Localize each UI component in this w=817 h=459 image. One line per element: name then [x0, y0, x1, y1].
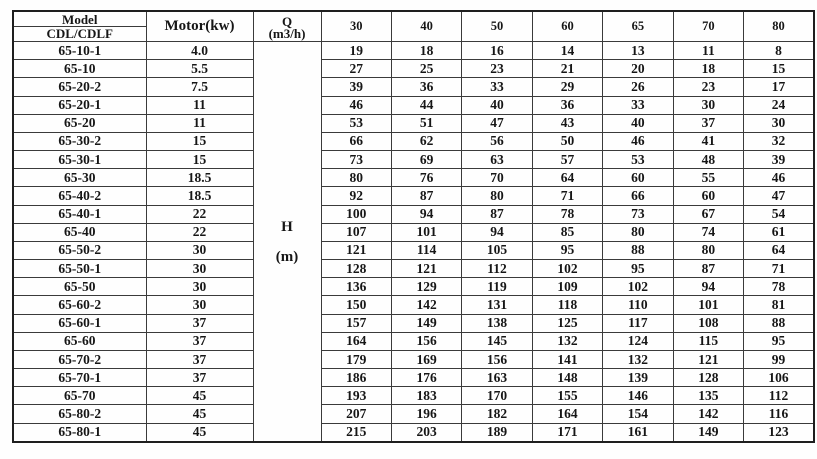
- head-value-cell: 141: [532, 350, 602, 368]
- model-cell: 65-30-1: [13, 151, 146, 169]
- head-value-cell: 67: [673, 205, 743, 223]
- head-value-cell: 171: [532, 423, 602, 442]
- head-value-cell: 40: [603, 114, 673, 132]
- head-value-cell: 164: [532, 405, 602, 423]
- head-value-cell: 27: [321, 60, 391, 78]
- header-flow-value: 70: [673, 11, 743, 42]
- header-model: [13, 11, 146, 42]
- head-value-cell: 95: [744, 332, 814, 350]
- head-value-cell: 196: [391, 405, 461, 423]
- head-symbol: H: [281, 218, 293, 235]
- head-value-cell: 78: [744, 278, 814, 296]
- head-unit-merged-cell: [253, 42, 321, 443]
- head-value-cell: 70: [462, 169, 532, 187]
- head-value-cell: 57: [532, 151, 602, 169]
- head-value-cell: 156: [462, 350, 532, 368]
- head-value-cell: 40: [462, 96, 532, 114]
- head-value-cell: 95: [603, 260, 673, 278]
- table-row: [13, 223, 814, 241]
- motor-cell: 45: [146, 405, 253, 423]
- model-cell: 65-60: [13, 332, 146, 350]
- head-value-cell: 80: [462, 187, 532, 205]
- head-value-cell: 150: [321, 296, 391, 314]
- head-value-cell: 101: [673, 296, 743, 314]
- head-value-cell: 121: [391, 260, 461, 278]
- head-value-cell: 112: [744, 387, 814, 405]
- head-value-cell: 161: [603, 423, 673, 442]
- table-row: [13, 78, 814, 96]
- table-row: [13, 278, 814, 296]
- head-value-cell: 107: [321, 223, 391, 241]
- head-value-cell: 148: [532, 369, 602, 387]
- head-value-cell: 119: [462, 278, 532, 296]
- head-value-cell: 23: [462, 60, 532, 78]
- table-row: [13, 205, 814, 223]
- head-value-cell: 78: [532, 205, 602, 223]
- head-value-cell: 163: [462, 369, 532, 387]
- head-value-cell: 102: [603, 278, 673, 296]
- head-value-cell: 11: [673, 42, 743, 60]
- head-value-cell: 164: [321, 332, 391, 350]
- head-value-cell: 203: [391, 423, 461, 442]
- head-value-cell: 87: [673, 260, 743, 278]
- head-value-cell: 30: [744, 114, 814, 132]
- head-value-cell: 14: [532, 42, 602, 60]
- head-value-cell: 85: [532, 223, 602, 241]
- header-flow-value: 80: [744, 11, 814, 42]
- head-value-cell: 132: [532, 332, 602, 350]
- head-value-cell: 64: [744, 241, 814, 259]
- header-flow-value: 40: [391, 11, 461, 42]
- head-value-cell: 71: [532, 187, 602, 205]
- head-value-cell: 36: [532, 96, 602, 114]
- head-value-cell: 66: [603, 187, 673, 205]
- head-value-cell: 47: [462, 114, 532, 132]
- motor-cell: 11: [146, 114, 253, 132]
- head-value-cell: 138: [462, 314, 532, 332]
- head-value-cell: 176: [391, 369, 461, 387]
- head-value-cell: 23: [673, 78, 743, 96]
- head-value-cell: 13: [603, 42, 673, 60]
- head-value-cell: 115: [673, 332, 743, 350]
- table-row: [13, 260, 814, 278]
- head-value-cell: 37: [673, 114, 743, 132]
- head-value-cell: 87: [462, 205, 532, 223]
- motor-cell: 11: [146, 96, 253, 114]
- head-value-cell: 61: [744, 223, 814, 241]
- table-row: [13, 369, 814, 387]
- motor-cell: 30: [146, 296, 253, 314]
- head-value-cell: 15: [744, 60, 814, 78]
- model-cell: 65-60-1: [13, 314, 146, 332]
- head-value-cell: 46: [321, 96, 391, 114]
- head-value-cell: 142: [391, 296, 461, 314]
- table-row: [13, 423, 814, 442]
- table-row: [13, 387, 814, 405]
- head-value-cell: 32: [744, 132, 814, 150]
- head-value-cell: 33: [603, 96, 673, 114]
- table-row: [13, 114, 814, 132]
- header-model-line1: Model: [14, 12, 146, 27]
- header-row: [13, 11, 814, 42]
- model-cell: 65-50: [13, 278, 146, 296]
- head-value-cell: 110: [603, 296, 673, 314]
- head-value-cell: 30: [673, 96, 743, 114]
- head-value-cell: 33: [462, 78, 532, 96]
- head-value-cell: 47: [744, 187, 814, 205]
- head-value-cell: 26: [603, 78, 673, 96]
- head-value-cell: 170: [462, 387, 532, 405]
- head-value-cell: 169: [391, 350, 461, 368]
- motor-cell: 4.0: [146, 42, 253, 60]
- head-value-cell: 48: [673, 151, 743, 169]
- head-value-cell: 18: [673, 60, 743, 78]
- head-value-cell: 114: [391, 241, 461, 259]
- model-cell: 65-70: [13, 387, 146, 405]
- head-value-cell: 50: [532, 132, 602, 150]
- head-value-cell: 88: [744, 314, 814, 332]
- head-value-cell: 116: [744, 405, 814, 423]
- pump-head-spec-table: [12, 10, 815, 443]
- head-value-cell: 53: [321, 114, 391, 132]
- head-value-cell: 149: [673, 423, 743, 442]
- head-value-cell: 74: [673, 223, 743, 241]
- header-motor-power: Motor(kw): [146, 11, 253, 42]
- motor-cell: 45: [146, 387, 253, 405]
- head-value-cell: 60: [603, 169, 673, 187]
- head-value-cell: 20: [603, 60, 673, 78]
- motor-cell: 7.5: [146, 78, 253, 96]
- table-row: [13, 350, 814, 368]
- head-value-cell: 66: [321, 132, 391, 150]
- head-value-cell: 101: [391, 223, 461, 241]
- head-value-cell: 121: [673, 350, 743, 368]
- head-value-cell: 129: [391, 278, 461, 296]
- table-row: [13, 405, 814, 423]
- table-row: [13, 96, 814, 114]
- model-cell: 65-10: [13, 60, 146, 78]
- model-cell: 65-10-1: [13, 42, 146, 60]
- head-value-cell: 193: [321, 387, 391, 405]
- motor-cell: 37: [146, 369, 253, 387]
- head-value-cell: 39: [321, 78, 391, 96]
- head-value-cell: 186: [321, 369, 391, 387]
- head-value-cell: 155: [532, 387, 602, 405]
- head-unit-label: (m): [275, 248, 299, 265]
- head-value-cell: 60: [673, 187, 743, 205]
- head-value-cell: 92: [321, 187, 391, 205]
- head-value-cell: 112: [462, 260, 532, 278]
- header-flow-value: 30: [321, 11, 391, 42]
- motor-cell: 22: [146, 223, 253, 241]
- model-cell: 65-80-1: [13, 423, 146, 442]
- head-value-cell: 88: [603, 241, 673, 259]
- table-row: [13, 151, 814, 169]
- motor-cell: 37: [146, 314, 253, 332]
- motor-cell: 37: [146, 350, 253, 368]
- header-flow-value: 50: [462, 11, 532, 42]
- head-value-cell: 53: [603, 151, 673, 169]
- head-value-cell: 131: [462, 296, 532, 314]
- head-value-cell: 25: [391, 60, 461, 78]
- header-flow-symbol: Q: [281, 13, 293, 29]
- model-cell: 65-80-2: [13, 405, 146, 423]
- head-value-cell: 109: [532, 278, 602, 296]
- table-row: [13, 60, 814, 78]
- table-row: [13, 42, 814, 60]
- header-model-series: CDL/CDLF: [46, 26, 113, 41]
- model-cell: 65-60-2: [13, 296, 146, 314]
- head-value-cell: 8: [744, 42, 814, 60]
- head-value-cell: 156: [391, 332, 461, 350]
- head-value-cell: 135: [673, 387, 743, 405]
- head-value-cell: 207: [321, 405, 391, 423]
- head-value-cell: 106: [744, 369, 814, 387]
- head-value-cell: 157: [321, 314, 391, 332]
- header-flow-unit: [253, 11, 321, 42]
- head-value-cell: 125: [532, 314, 602, 332]
- model-cell: 65-30: [13, 169, 146, 187]
- head-value-cell: 95: [532, 241, 602, 259]
- head-value-cell: 21: [532, 60, 602, 78]
- head-value-cell: 24: [744, 96, 814, 114]
- head-value-cell: 94: [391, 205, 461, 223]
- head-value-cell: 55: [673, 169, 743, 187]
- head-value-cell: 39: [744, 151, 814, 169]
- head-value-cell: 36: [391, 78, 461, 96]
- table-row: [13, 241, 814, 259]
- head-value-cell: 87: [391, 187, 461, 205]
- head-value-cell: 73: [321, 151, 391, 169]
- head-value-cell: 123: [744, 423, 814, 442]
- head-value-cell: 136: [321, 278, 391, 296]
- head-value-cell: 102: [532, 260, 602, 278]
- head-value-cell: 41: [673, 132, 743, 150]
- header-flow-unit-label: (m3/h): [268, 25, 306, 41]
- head-value-cell: 100: [321, 205, 391, 223]
- model-cell: 65-40-2: [13, 187, 146, 205]
- head-value-cell: 118: [532, 296, 602, 314]
- head-value-cell: 76: [391, 169, 461, 187]
- head-value-cell: 128: [321, 260, 391, 278]
- head-value-cell: 73: [603, 205, 673, 223]
- model-cell: 65-70-2: [13, 350, 146, 368]
- head-value-cell: 182: [462, 405, 532, 423]
- head-value-cell: 124: [603, 332, 673, 350]
- head-value-cell: 179: [321, 350, 391, 368]
- motor-cell: 30: [146, 260, 253, 278]
- motor-cell: 18.5: [146, 169, 253, 187]
- head-value-cell: 117: [603, 314, 673, 332]
- motor-cell: 15: [146, 151, 253, 169]
- motor-cell: 18.5: [146, 187, 253, 205]
- motor-cell: 22: [146, 205, 253, 223]
- head-value-cell: 63: [462, 151, 532, 169]
- head-value-cell: 69: [391, 151, 461, 169]
- head-value-cell: 145: [462, 332, 532, 350]
- head-value-cell: 215: [321, 423, 391, 442]
- head-value-cell: 80: [673, 241, 743, 259]
- head-value-cell: 43: [532, 114, 602, 132]
- head-value-cell: 149: [391, 314, 461, 332]
- head-value-cell: 94: [673, 278, 743, 296]
- table-row: [13, 296, 814, 314]
- model-cell: 65-20: [13, 114, 146, 132]
- model-cell: 65-20-1: [13, 96, 146, 114]
- head-value-cell: 29: [532, 78, 602, 96]
- head-value-cell: 80: [603, 223, 673, 241]
- model-cell: 65-50-2: [13, 241, 146, 259]
- head-value-cell: 62: [391, 132, 461, 150]
- head-value-cell: 128: [673, 369, 743, 387]
- table-row: [13, 314, 814, 332]
- head-value-cell: 81: [744, 296, 814, 314]
- motor-cell: 30: [146, 241, 253, 259]
- motor-cell: 45: [146, 423, 253, 442]
- head-value-cell: 94: [462, 223, 532, 241]
- head-value-cell: 108: [673, 314, 743, 332]
- head-value-cell: 46: [603, 132, 673, 150]
- head-value-cell: 105: [462, 241, 532, 259]
- model-cell: 65-30-2: [13, 132, 146, 150]
- head-value-cell: 99: [744, 350, 814, 368]
- table-row: [13, 169, 814, 187]
- head-value-cell: 54: [744, 205, 814, 223]
- model-cell: 65-70-1: [13, 369, 146, 387]
- model-cell: 65-40: [13, 223, 146, 241]
- header-flow-value: 60: [532, 11, 602, 42]
- motor-cell: 37: [146, 332, 253, 350]
- motor-cell: 30: [146, 278, 253, 296]
- motor-cell: 5.5: [146, 60, 253, 78]
- head-value-cell: 44: [391, 96, 461, 114]
- head-value-cell: 183: [391, 387, 461, 405]
- model-cell: 65-50-1: [13, 260, 146, 278]
- head-value-cell: 142: [673, 405, 743, 423]
- head-value-cell: 18: [391, 42, 461, 60]
- table-row: [13, 332, 814, 350]
- header-flow-value: 65: [603, 11, 673, 42]
- model-cell: 65-40-1: [13, 205, 146, 223]
- head-value-cell: 56: [462, 132, 532, 150]
- table-row: [13, 187, 814, 205]
- head-value-cell: 189: [462, 423, 532, 442]
- table-row: [13, 132, 814, 150]
- head-value-cell: 64: [532, 169, 602, 187]
- head-value-cell: 146: [603, 387, 673, 405]
- head-value-cell: 16: [462, 42, 532, 60]
- model-cell: 65-20-2: [13, 78, 146, 96]
- head-value-cell: 71: [744, 260, 814, 278]
- head-value-cell: 132: [603, 350, 673, 368]
- head-value-cell: 80: [321, 169, 391, 187]
- head-value-cell: 17: [744, 78, 814, 96]
- head-value-cell: 121: [321, 241, 391, 259]
- head-value-cell: 139: [603, 369, 673, 387]
- motor-cell: 15: [146, 132, 253, 150]
- head-value-cell: 46: [744, 169, 814, 187]
- head-value-cell: 154: [603, 405, 673, 423]
- head-value-cell: 19: [321, 42, 391, 60]
- head-value-cell: 51: [391, 114, 461, 132]
